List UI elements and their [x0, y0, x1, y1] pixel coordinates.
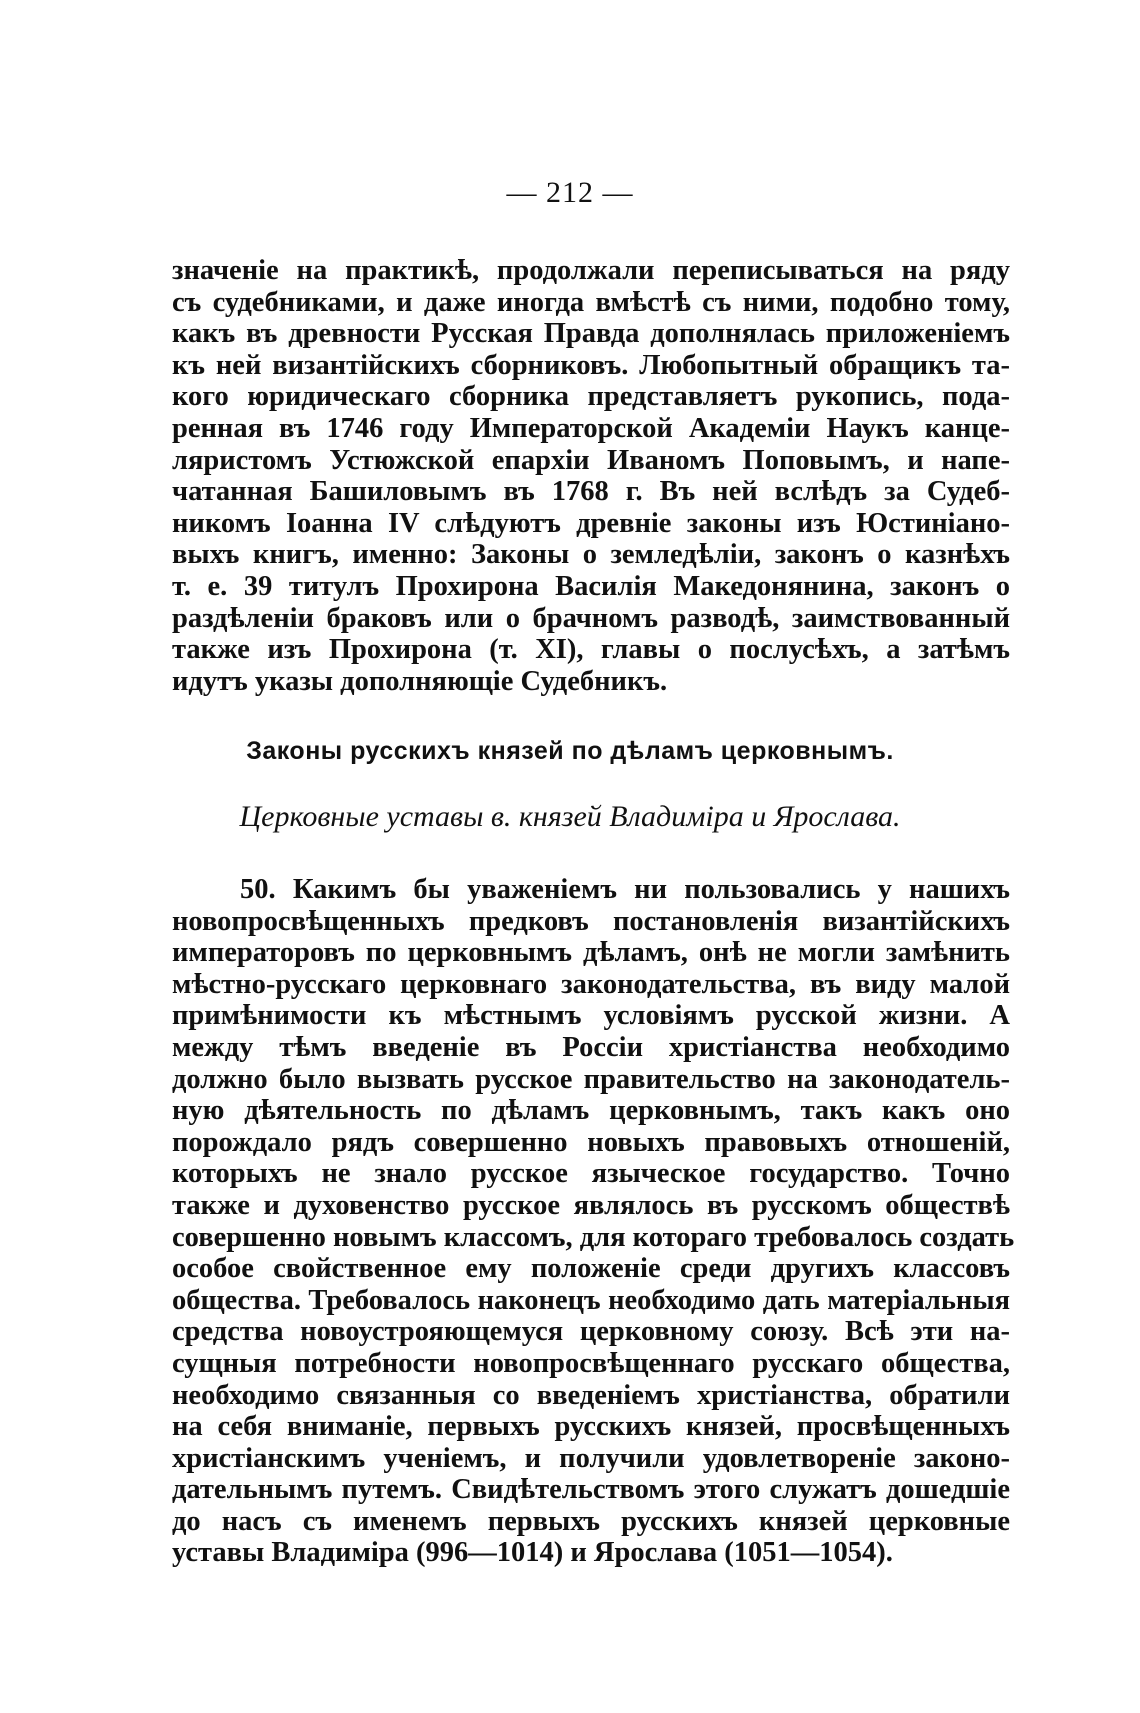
text-line: ренная въ 1746 году Императорской Академіи Наукъ канце- [172, 412, 1010, 444]
text-line: необходимо связанныя со введеніемъ христіанства, обратили [172, 1379, 1010, 1411]
text-line: значеніе на практикѣ, продолжали переписываться на ряду [172, 255, 1010, 286]
text-line: идутъ указы дополняющіе Судебникъ. [172, 665, 668, 697]
text-line: кого юридическаго сборника представляетъ рукопись, пода- [172, 381, 1010, 413]
text-line: средства новоустрояющемуся церковному союзу. Всѣ эти на- [172, 1316, 1010, 1348]
text-line: которыхъ не знало русское языческое государство. Точно [172, 1158, 1010, 1190]
text-line: на себя вниманіе, первыхъ русскихъ князей, просвѣщенныхъ [172, 1411, 1010, 1443]
text-line: какъ въ древности Русская Правда дополнялась приложеніемъ [172, 318, 1010, 350]
text-line: съ судебниками, и даже иногда вмѣстѣ съ ними, подобно тому, [172, 286, 1010, 318]
text-line: ляристомъ Устюжской епархіи Иваномъ Поповымъ, и напе- [172, 444, 1010, 476]
text-line: 50. Какимъ бы уваженіемъ ни пользовались у нашихъ [240, 874, 1010, 905]
text-line: порождало рядъ совершенно новыхъ правовыхъ отношеній, [172, 1126, 1010, 1158]
text-line: совершенно новымъ классомъ, для котораго требовалось создать [172, 1221, 1015, 1253]
text-line: должно было вызвать русское правительство на законодатель- [172, 1063, 1010, 1095]
text-line: новопросвѣщенныхъ предковъ постановленія византійскихъ [172, 905, 1010, 937]
paragraph-50 [172, 874, 1015, 1569]
section-heading: Законы русскихъ князей по дѣламъ церковнымъ. [246, 737, 894, 765]
section-subheading: Церковные уставы в. князей Владиміра и Ярослава. [239, 800, 901, 833]
text-line: выхъ книгъ, именно: Законы о земледѣліи, законъ о казнѣхъ [172, 539, 1010, 571]
text-line: никомъ Іоанна IV слѣдуютъ древніе законы изъ Юстиніано- [172, 507, 1010, 539]
text-line: сущныя потребности новопросвѣщеннаго русскаго общества, [172, 1347, 1010, 1379]
text-line: до насъ съ именемъ первыхъ русскихъ князей церковные [172, 1505, 1010, 1537]
paragraph-continued [172, 255, 1010, 697]
text-line: между тѣмъ введеніе въ Россіи христіанства необходимо [172, 1031, 1010, 1063]
text-line: примѣнимости къ мѣстнымъ условіямъ русской жизни. А [172, 1000, 1010, 1032]
text-line: особое свойственное ему положеніе среди другихъ классовъ [172, 1253, 1010, 1285]
text-line: т. е. 39 титулъ Прохирона Василія Македонянина, законъ о [172, 570, 1010, 602]
text-line: мѣстно-русскаго церковнаго законодательства, въ виду малой [172, 968, 1010, 1000]
text-line: христіанскимъ ученіемъ, и получили удовлетвореніе законо- [172, 1442, 1010, 1474]
text-line: раздѣленіи браковъ или о брачномъ разводѣ, заимствованный [172, 602, 1010, 634]
text-line: чатанная Башиловымъ въ 1768 г. Въ ней вслѣдъ за Судеб- [172, 476, 1010, 508]
text-line: дательнымъ путемъ. Свидѣтельствомъ этого служатъ дошедшіе [172, 1474, 1010, 1506]
text-line: уставы Владиміра (996—1014) и Ярослава (1051—1054). [172, 1537, 893, 1569]
text-line: также изъ Прохирона (т. XI), главы о послусѣхъ, а затѣмъ [172, 634, 1010, 666]
page-number: — 212 — [506, 176, 634, 209]
text-line: также и духовенство русское являлось въ русскомъ обществѣ [172, 1189, 1010, 1221]
text-line: ную дѣятельность по дѣламъ церковнымъ, такъ какъ оно [172, 1095, 1010, 1127]
text-line: императоровъ по церковнымъ дѣламъ, онѣ не могли замѣнить [172, 937, 1010, 969]
text-line: общества. Требовалось наконецъ необходимо дать матеріальныя [172, 1284, 1010, 1316]
text-line: къ ней византійскихъ сборниковъ. Любопытный обращикъ та- [172, 349, 1010, 381]
